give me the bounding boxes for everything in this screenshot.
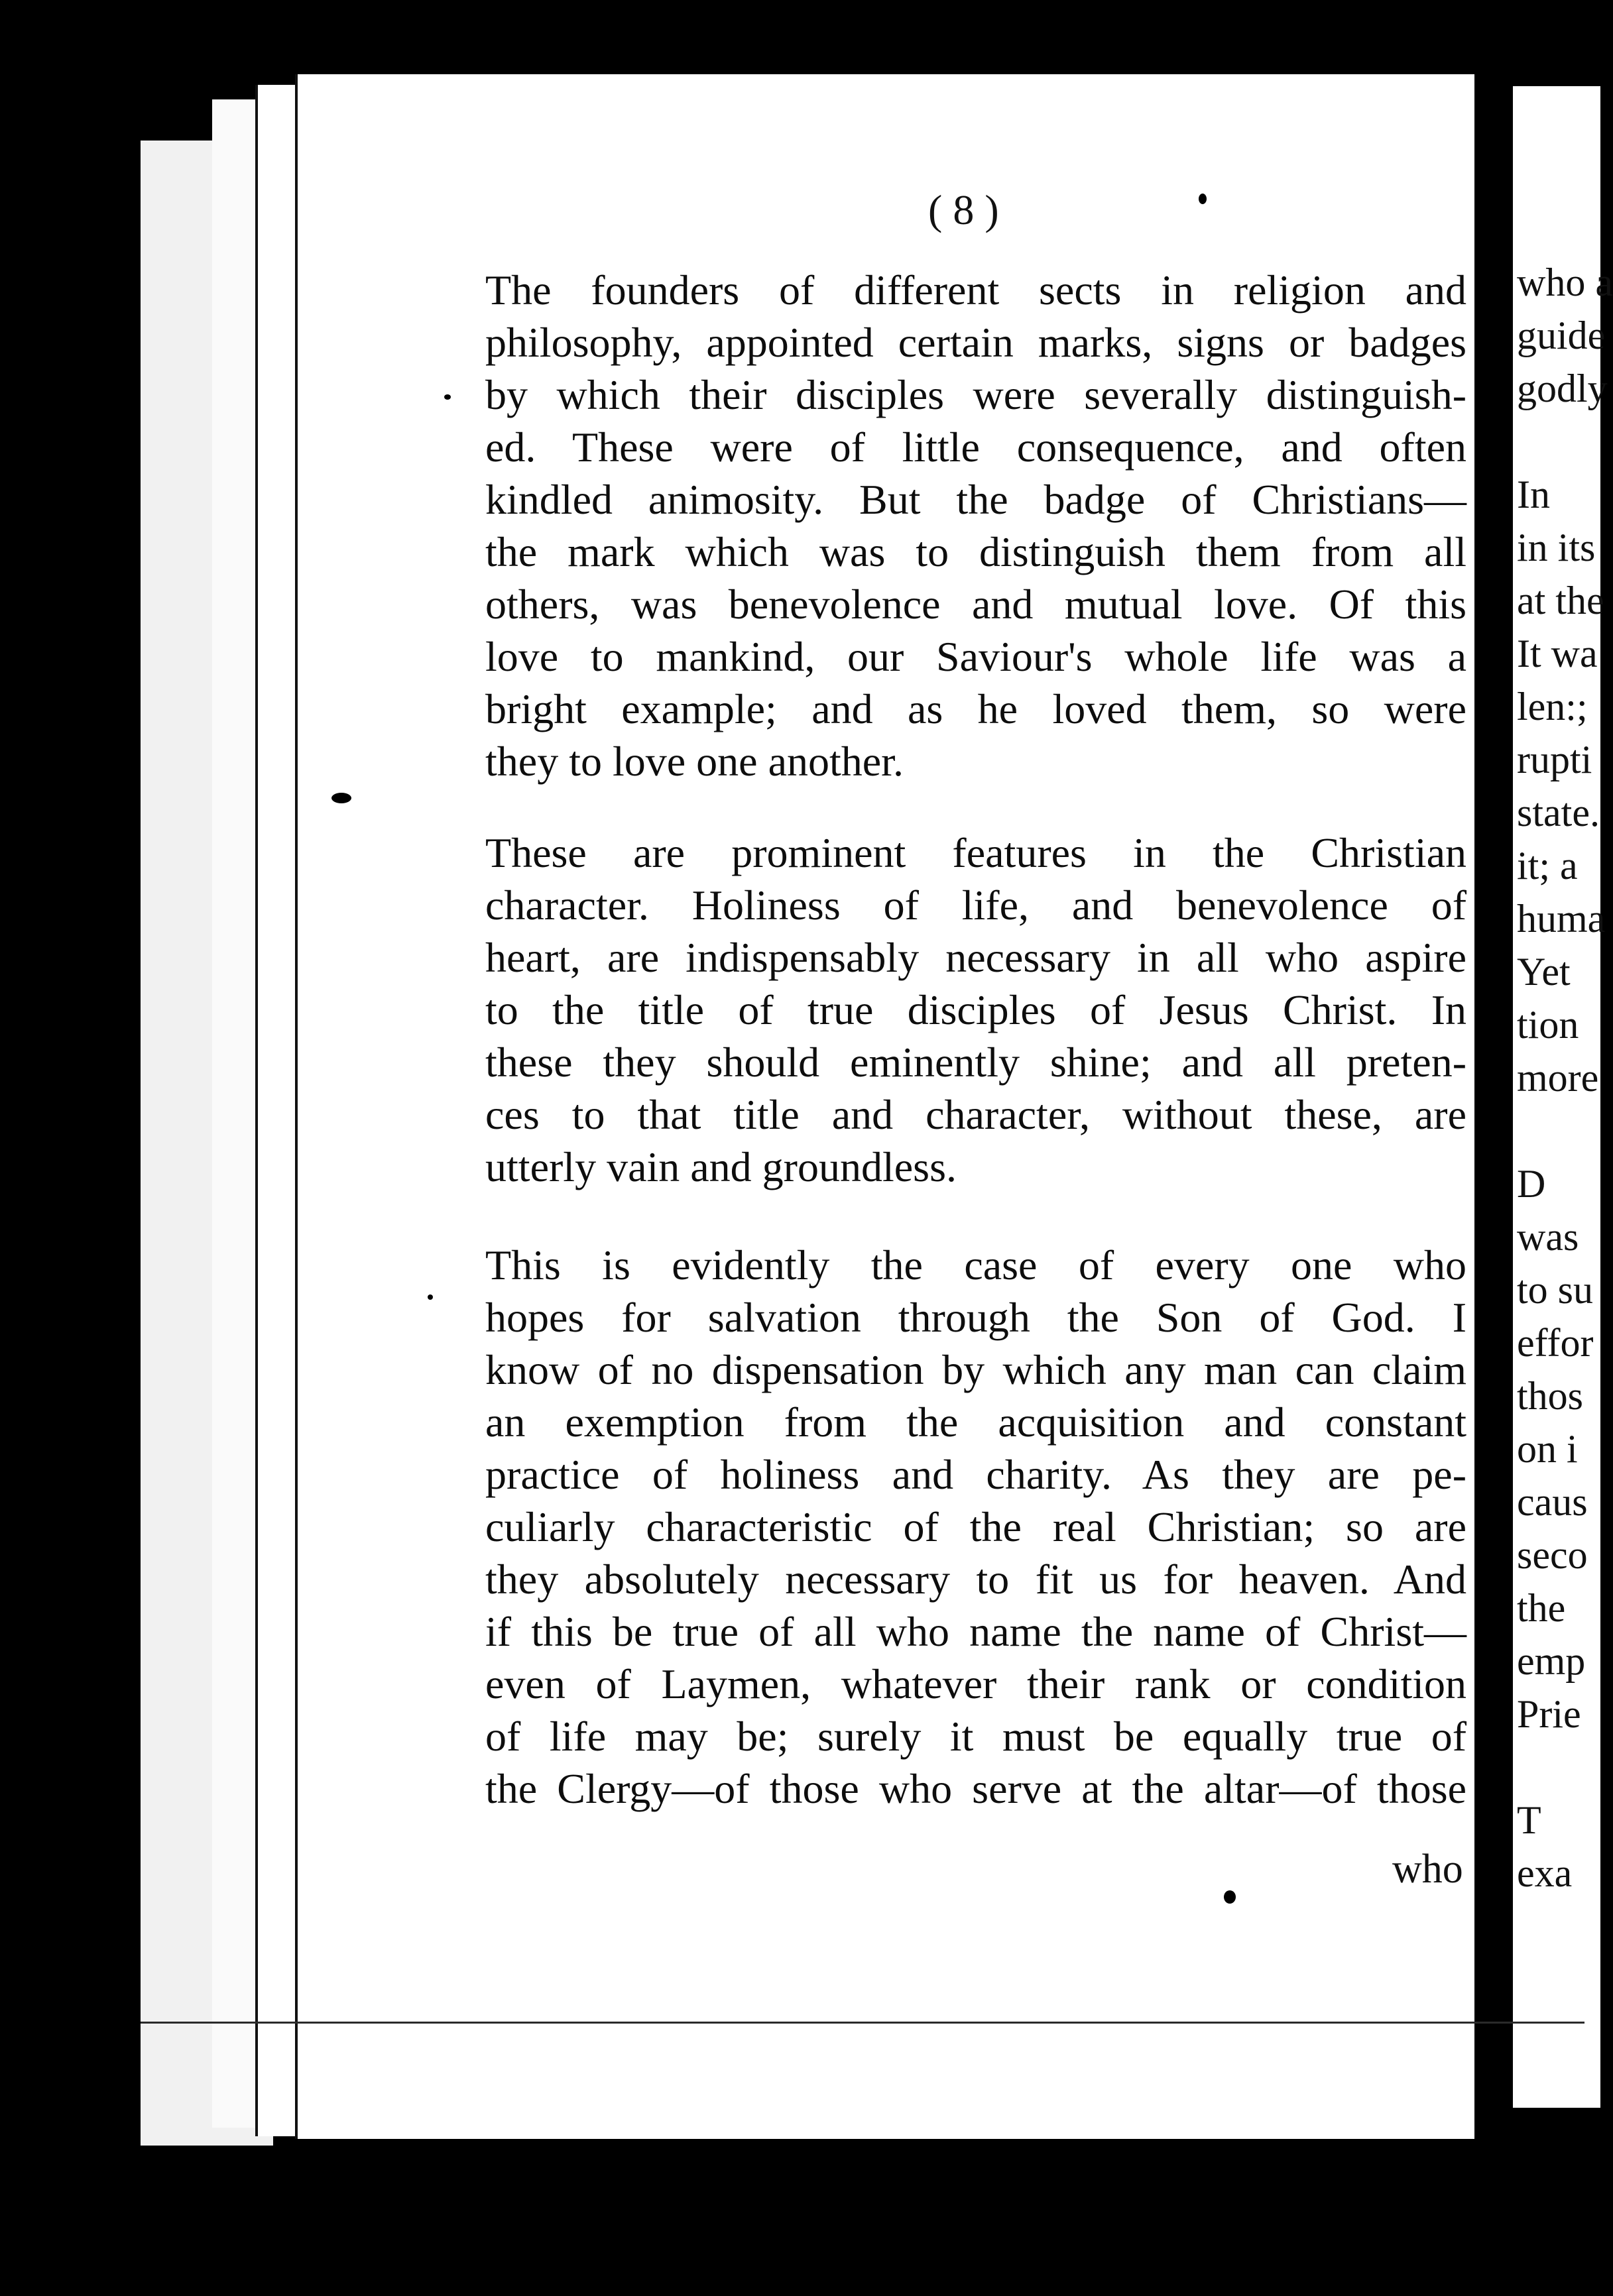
scan-line [141,2022,1584,2024]
right-page-line: thos [1517,1374,1584,1418]
right-page-line [1513,419,1600,472]
ink-speck [428,1294,433,1300]
ink-speck [1199,194,1207,204]
text-line: practice of holiness and charity. As they are pe- [485,1451,1466,1498]
text-line: an exemption from the acquisition and constant [485,1399,1466,1446]
ink-speck [444,394,451,400]
right-page-line: seco [1517,1533,1588,1577]
right-page-line: guide [1517,314,1606,357]
text-line: ed. These were of little consequence, and often [485,424,1466,471]
text-line: of life may be; surely it must be equally true of [485,1713,1466,1760]
text-line: ces to that title and character, without these, are [485,1091,1466,1138]
right-page-line: T [1517,1798,1541,1842]
text-line: if this be true of all who name the name of Christ— [485,1608,1466,1655]
right-page-line: Yet [1517,950,1571,994]
right-page-line: caus [1517,1480,1588,1524]
text-line: love to mankind, our Saviour's whole life was a [485,633,1466,680]
catchword: who [1392,1847,1463,1892]
ink-speck [1224,1890,1236,1904]
right-page-line: on i [1517,1427,1578,1471]
right-page-line: who a [1517,260,1613,304]
text-line: bright example; and as he loved them, so were [485,685,1466,732]
right-page-fragment [1497,86,1613,2108]
text-line: heart, are indispensably necessary in all who aspire [485,934,1466,981]
text-line: the mark which was to distinguish them from all [485,528,1466,575]
right-page-line: effor [1517,1321,1594,1365]
right-page-line: it; a [1517,844,1578,888]
paragraph [485,1239,1466,1815]
text-line: hopes for salvation through the Son of God. I [485,1294,1466,1341]
text-line: know of no dispensation by which any man can claim [485,1346,1466,1393]
right-page-line: more [1517,1056,1599,1100]
text-line: these they should eminently shine; and all preten- [485,1039,1466,1086]
right-page-line: It wa [1517,632,1598,675]
right-page-line [1513,1108,1600,1161]
right-page-line: Prie [1517,1692,1581,1736]
right-page-line: godly [1517,367,1608,410]
text-line: they absolutely necessary to fit us for heaven. And [485,1556,1466,1603]
text-line: This is evidently the case of every one who [485,1241,1466,1289]
text-line: the Clergy—of those who serve at the altar—of those [485,1765,1466,1812]
text-line: they to love one another. [485,738,904,785]
text-line: by which their disciples were severally distinguish- [485,371,1466,418]
right-page-line: at the [1517,579,1604,622]
right-page-line: state. [1517,791,1600,834]
right-page-line: tion [1517,1003,1579,1047]
right-page-line: exa [1517,1851,1573,1895]
right-page-line: was [1517,1215,1579,1259]
text-line: others, was benevolence and mutual love. Of this [485,581,1466,628]
right-page-line: to su [1517,1268,1594,1312]
paragraph [485,264,1466,787]
text-line: philosophy, appointed certain marks, signs or badges [485,319,1466,366]
right-page-line: huma [1517,897,1606,941]
right-page-line: the [1517,1586,1566,1630]
text-line: even of Laymen, whatever their rank or condition [485,1660,1466,1707]
right-page-line: D [1517,1162,1546,1206]
page-stack-edge [255,85,300,2136]
right-page-line: len:; [1517,685,1588,728]
text-line: culiarly characteristic of the real Christian; so are [485,1503,1466,1550]
text-line: to the title of true disciples of Jesus Christ. In [485,986,1466,1033]
text-line: These are prominent features in the Christian [485,829,1466,876]
right-page-line: In [1517,473,1550,516]
ink-speck [331,793,351,803]
text-line: character. Holiness of life, and benevolence of [485,882,1466,929]
text-line: The founders of different sects in religion and [485,266,1466,314]
right-page-line [1513,1745,1600,1798]
right-page-line: in its [1517,526,1596,569]
text-line: kindled animosity. But the badge of Christians— [485,476,1466,523]
right-page-line: rupti [1517,738,1592,781]
page-number: ( 8 ) [928,186,999,233]
right-page-line: emp [1517,1639,1586,1683]
paragraph [485,827,1466,1193]
text-line: utterly vain and groundless. [485,1143,957,1190]
